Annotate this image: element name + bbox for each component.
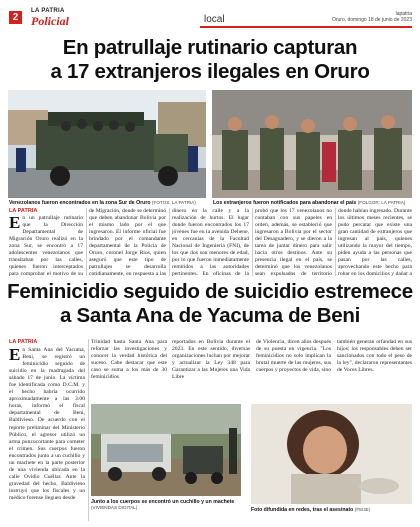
header-rule — [200, 26, 412, 28]
story2-body-col-2 — [91, 339, 167, 403]
truck-photo-illustration — [8, 90, 206, 198]
dateline — [332, 11, 412, 24]
caption-text: Junto a los cuerpos se encontró un cuchillo y un machete — [91, 499, 235, 505]
page-number: 2 — [9, 11, 22, 24]
story1-body-col-4-real — [255, 208, 332, 277]
story1-source-tag: LA PATRIA — [9, 208, 38, 214]
story2-source-tag: LA PATRIA — [9, 339, 38, 345]
story1-headline-line1: En patrullaje rutinario capturan — [62, 36, 358, 59]
story2-caption-center — [91, 499, 234, 510]
caption-text: Venezolanos fueron encontrados en la zona Sur de Oruro — [9, 200, 151, 206]
group-photo-illustration — [212, 90, 412, 198]
story2-divider-1 — [88, 339, 89, 521]
story1-divider-3 — [252, 208, 253, 276]
story1-body-col-5-real — [338, 208, 412, 277]
story1-caption-left — [9, 200, 196, 206]
story1-dropcap: E — [9, 215, 21, 232]
crime-scene-photo-illustration — [91, 404, 241, 496]
story2-photo-center — [91, 404, 241, 496]
story2-body-col-1 — [9, 347, 85, 523]
story1-body-col-3-real — [172, 208, 249, 277]
story1-body-col-2-real — [89, 208, 166, 277]
story2-col1-text: n Santa Ana del Yacuma, Beni, se registró un feminicidio seguido de suicidio en la madrugada del sábado 17 de junio. La víctima fue identificada como D.C.M. y el hecho habría ocurrido aproximadamente a las 3:00 horas, informó el fiscal departamental de Beni, Baldivieso. De acuerdo con el reporte preliminar del Ministerio Público, el agresor utilizó un arma punzocortante para cometer el crimen. Sus cuerpos fueron encontrados junto a un cuchillo y un machete en la parte posterior de una vivienda ubicada en la calle Ovidio Cuéllar. Ante la gravedad del hecho, Baldivieso instruyó que los fiscales y un médico forense lleguen desde — [9, 347, 85, 501]
story1-headline-line2: a 17 extranjeros ilegales en Oruro — [50, 60, 370, 84]
story1-divider-2 — [169, 208, 170, 276]
story2-caption-right — [251, 507, 370, 513]
story1-divider-1 — [86, 208, 87, 276]
caption-credit: (FOLGOR: LA PATRIA) — [357, 200, 406, 205]
story1-col5-text: donde habían ingresado. Durante los últimos meses recientes, se pudo percatar que existe una gran cantidad de extranjeros que ingresan al país, quienes utilizando la mayor del tiempo, piden ayuda a las personas que pasan por las calles, aprovechando este hecho para robar en los domicilios y dañar a — [338, 208, 412, 277]
caption-text: Foto difundida en redes, tras el asesinato — [251, 507, 354, 513]
brand-section: Policial — [31, 14, 69, 28]
date-text: Oruro, domingo 18 de junio de 2023 — [331, 17, 412, 24]
story2-dropcap: E — [9, 347, 21, 364]
story2-col3-text: reportados en Bolivia durante el 2023. En este sentido, diversas organizaciones luchan por mejorar y actualizar la Ley 348 para Garantizar a las Mujeres una Vida Libre — [172, 339, 250, 381]
story2-body-col-4 — [256, 339, 412, 403]
story2-headline — [0, 280, 420, 328]
story2-col4-text: de Violencia, dicen años después de su puesta en vigencia. "Los feminicidios no solo implican la brutal muerte de las mujeres, sus cuerpos y proyectos de vida, sino también generan orfandad en sus hijos; los responsables deben ser sancionados con todo el peso de la ley", declararon representantes de Voces Libres. — [256, 339, 412, 374]
caption-credit: (FM.BI) — [354, 507, 371, 512]
story1-divider-4 — [335, 208, 336, 276]
brand-name: LA PATRIA — [31, 8, 65, 14]
caption-credit: (FOTOS: LA PATRIA) — [151, 200, 196, 205]
story2-body-col-3 — [172, 339, 250, 403]
caption-text: Los extranjeros fueron notificados para abandonar el país — [213, 200, 357, 206]
story1-col4-text: probó que los 17 venezolanos no contaban con sus papeles en orden, además, se estableció que ingresaron a Bolivia por el sector del Desaguadero, y se dieron a la tarea de juntar dinero para salir hacia otros destinos. Ante su presencia ilegal en el país, se determinó que los venezolanos sean expulsados de territorio — [255, 208, 332, 277]
story2-col2-text: Trinidad hasta Santa Ana para reforzar las investigaciones y conocer la verdad histórica del suceso. Cabe destacar que este caso se suma a los más de 30 feminicidios — [91, 339, 167, 381]
masthead — [0, 0, 420, 28]
story2-headline-line2: a Santa Ana de Yacuma de Beni — [59, 304, 361, 328]
story2-headline-line1: Feminicidio seguido de suicidio estremece — [7, 280, 413, 303]
story1-headline — [0, 36, 420, 84]
story1-col3-text: dinero en la calle y a la realización de hurtos. El lugar donde fueron encontrados los 17 jóvenes fue en la avenida Dehene, en cercanías de la Facultad Nacional de Ingeniería (FNI), de los que dos son menores de edad, por lo que fueron inmediatamente remitidos a las autoridades pertinentes. En oficinas de la — [172, 208, 249, 277]
story1-col1-text: n un patrullaje rutinario que la Dirección Departamental de Migración Oruro realizó en la zona Sur, se encontró a 17 adolescentes venezolanos que transitaban por las calles, quienes fueron interceptados para comprobar el motivo de su — [9, 215, 83, 277]
portrait-photo-illustration — [251, 404, 412, 504]
story1-photo-left — [8, 90, 206, 198]
story1-body-col-1-real — [9, 215, 83, 277]
story1-col2-text: de Migración, donde se determinó que deben abandonar Bolivia por el mismo lado por el que ingresaron. El informe oficial fue brindado por el comandante departamental de la Policía de Oruro, coronel Jorge Ríos, quien aseguró que este tipo de patrullajes se desarrolla cotidianamente, en respuesta a las — [89, 208, 166, 277]
story1-caption-right — [213, 200, 405, 206]
brand-logo — [31, 8, 69, 29]
story1-photo-right — [212, 90, 412, 198]
caption-credit: (VIVIENDAS DIGITAL) — [91, 505, 138, 510]
story2-photo-right — [251, 404, 412, 504]
site-name: lapatria — [395, 11, 412, 17]
section-label: local — [204, 14, 225, 25]
